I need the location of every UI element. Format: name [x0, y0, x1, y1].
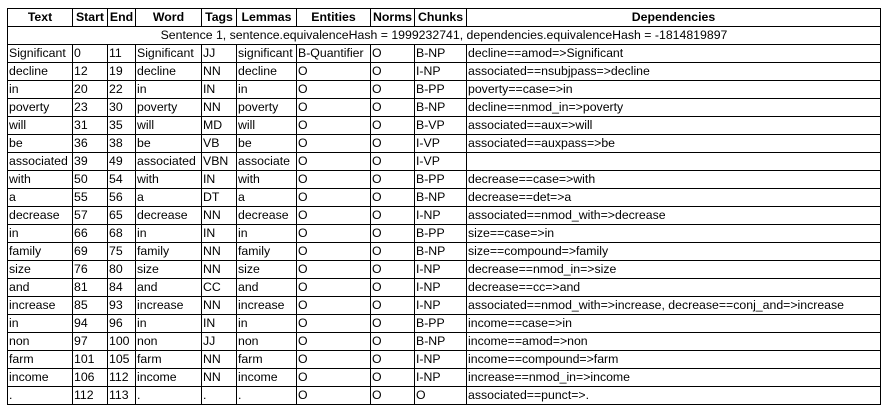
cell-text: will	[8, 117, 73, 135]
column-header-dependencies: Dependencies	[467, 9, 881, 27]
cell-start: 50	[73, 171, 108, 189]
table-row	[8, 189, 881, 207]
cell-start: 36	[73, 135, 108, 153]
cell-word: in	[136, 315, 202, 333]
cell-word: increase	[136, 297, 202, 315]
table-row	[8, 63, 881, 81]
cell-dependencies: size==compound=>family	[467, 243, 881, 261]
cell-norm: O	[371, 387, 415, 405]
cell-start: 94	[73, 315, 108, 333]
cell-entity: O	[297, 117, 371, 135]
cell-norm: O	[371, 153, 415, 171]
cell-tag: IN	[202, 171, 237, 189]
cell-entity: O	[297, 387, 371, 405]
cell-lemma: a	[237, 189, 297, 207]
cell-tag: VB	[202, 135, 237, 153]
cell-end: 75	[108, 243, 136, 261]
cell-lemma: poverty	[237, 99, 297, 117]
cell-norm: O	[371, 351, 415, 369]
cell-start: 57	[73, 207, 108, 225]
cell-dependencies: decline==nmod_in=>poverty	[467, 99, 881, 117]
cell-tag: DT	[202, 189, 237, 207]
cell-chunk: I-VP	[415, 135, 467, 153]
cell-chunk: B-NP	[415, 333, 467, 351]
cell-start: 12	[73, 63, 108, 81]
cell-dependencies: associated==nmod_with=>decrease	[467, 207, 881, 225]
cell-lemma: be	[237, 135, 297, 153]
cell-chunk: I-NP	[415, 351, 467, 369]
cell-chunk: B-PP	[415, 81, 467, 99]
cell-norm: O	[371, 45, 415, 63]
cell-start: 31	[73, 117, 108, 135]
cell-end: 35	[108, 117, 136, 135]
cell-entity: O	[297, 351, 371, 369]
cell-dependencies: associated==nsubjpass=>decline	[467, 63, 881, 81]
cell-norm: O	[371, 297, 415, 315]
cell-word: income	[136, 369, 202, 387]
cell-entity: O	[297, 99, 371, 117]
cell-text: with	[8, 171, 73, 189]
cell-norm: O	[371, 117, 415, 135]
cell-start: 81	[73, 279, 108, 297]
cell-entity: O	[297, 333, 371, 351]
cell-tag: NN	[202, 369, 237, 387]
cell-end: 38	[108, 135, 136, 153]
cell-end: 49	[108, 153, 136, 171]
cell-norm: O	[371, 81, 415, 99]
cell-lemma: and	[237, 279, 297, 297]
cell-tag: MD	[202, 117, 237, 135]
cell-end: 30	[108, 99, 136, 117]
cell-chunk: B-PP	[415, 225, 467, 243]
cell-norm: O	[371, 261, 415, 279]
cell-entity: O	[297, 63, 371, 81]
cell-dependencies: associated==auxpass=>be	[467, 135, 881, 153]
cell-end: 84	[108, 279, 136, 297]
table-row	[8, 333, 881, 351]
cell-chunk: B-PP	[415, 315, 467, 333]
cell-lemma: in	[237, 225, 297, 243]
cell-end: 80	[108, 261, 136, 279]
cell-text: family	[8, 243, 73, 261]
cell-entity: O	[297, 207, 371, 225]
cell-start: 76	[73, 261, 108, 279]
cell-word: will	[136, 117, 202, 135]
table-row	[8, 279, 881, 297]
column-header-lemmas: Lemmas	[237, 9, 297, 27]
cell-chunk: B-NP	[415, 189, 467, 207]
cell-word: farm	[136, 351, 202, 369]
cell-word: decrease	[136, 207, 202, 225]
nlp-annotation-table-container	[7, 8, 880, 405]
cell-dependencies: decrease==case=>with	[467, 171, 881, 189]
cell-entity: O	[297, 315, 371, 333]
cell-end: 100	[108, 333, 136, 351]
cell-tag: NN	[202, 261, 237, 279]
cell-text: non	[8, 333, 73, 351]
cell-tag: JJ	[202, 45, 237, 63]
cell-tag: IN	[202, 225, 237, 243]
cell-end: 113	[108, 387, 136, 405]
cell-norm: O	[371, 279, 415, 297]
cell-norm: O	[371, 99, 415, 117]
cell-tag: NN	[202, 99, 237, 117]
cell-lemma: in	[237, 315, 297, 333]
cell-end: 19	[108, 63, 136, 81]
cell-tag: NN	[202, 351, 237, 369]
cell-text: associated	[8, 153, 73, 171]
cell-word: size	[136, 261, 202, 279]
cell-start: 106	[73, 369, 108, 387]
cell-word: non	[136, 333, 202, 351]
cell-lemma: decline	[237, 63, 297, 81]
cell-chunk: I-NP	[415, 207, 467, 225]
cell-text: in	[8, 225, 73, 243]
cell-end: 112	[108, 369, 136, 387]
column-header-word: Word	[136, 9, 202, 27]
table-row	[8, 225, 881, 243]
cell-tag: IN	[202, 81, 237, 99]
cell-chunk: I-NP	[415, 297, 467, 315]
cell-dependencies: associated==aux=>will	[467, 117, 881, 135]
cell-chunk: I-NP	[415, 261, 467, 279]
cell-chunk: B-NP	[415, 45, 467, 63]
cell-tag: CC	[202, 279, 237, 297]
cell-lemma: farm	[237, 351, 297, 369]
cell-start: 20	[73, 81, 108, 99]
cell-start: 23	[73, 99, 108, 117]
cell-chunk: I-NP	[415, 279, 467, 297]
cell-word: associated	[136, 153, 202, 171]
cell-norm: O	[371, 171, 415, 189]
cell-entity: O	[297, 369, 371, 387]
cell-start: 55	[73, 189, 108, 207]
cell-start: 39	[73, 153, 108, 171]
cell-word: family	[136, 243, 202, 261]
cell-entity: O	[297, 297, 371, 315]
cell-lemma: with	[237, 171, 297, 189]
cell-tag: .	[202, 387, 237, 405]
cell-end: 105	[108, 351, 136, 369]
cell-text: poverty	[8, 99, 73, 117]
cell-dependencies: income==amod=>non	[467, 333, 881, 351]
table-row	[8, 369, 881, 387]
cell-dependencies: decrease==cc=>and	[467, 279, 881, 297]
cell-tag: VBN	[202, 153, 237, 171]
cell-text: farm	[8, 351, 73, 369]
table-row	[8, 117, 881, 135]
cell-start: 112	[73, 387, 108, 405]
cell-start: 101	[73, 351, 108, 369]
cell-text: decrease	[8, 207, 73, 225]
cell-chunk: O	[415, 387, 467, 405]
cell-start: 85	[73, 297, 108, 315]
table-row	[8, 99, 881, 117]
cell-end: 96	[108, 315, 136, 333]
cell-dependencies: income==case=>in	[467, 315, 881, 333]
cell-lemma: non	[237, 333, 297, 351]
cell-text: .	[8, 387, 73, 405]
table-row	[8, 207, 881, 225]
column-header-chunks: Chunks	[415, 9, 467, 27]
cell-entity: O	[297, 243, 371, 261]
table-row	[8, 81, 881, 99]
table-row	[8, 297, 881, 315]
cell-word: be	[136, 135, 202, 153]
cell-end: 68	[108, 225, 136, 243]
cell-word: and	[136, 279, 202, 297]
cell-lemma: .	[237, 387, 297, 405]
cell-norm: O	[371, 207, 415, 225]
cell-end: 56	[108, 189, 136, 207]
cell-norm: O	[371, 135, 415, 153]
table-row	[8, 351, 881, 369]
cell-word: decline	[136, 63, 202, 81]
cell-dependencies	[467, 153, 881, 171]
cell-end: 11	[108, 45, 136, 63]
cell-lemma: will	[237, 117, 297, 135]
column-header-entities: Entities	[297, 9, 371, 27]
cell-dependencies: increase==nmod_in=>income	[467, 369, 881, 387]
cell-start: 0	[73, 45, 108, 63]
sentence-header: Sentence 1, sentence.equivalenceHash = 1999232741, dependencies.equivalenceHash = -1814819897	[8, 27, 881, 45]
cell-lemma: associate	[237, 153, 297, 171]
cell-entity: O	[297, 279, 371, 297]
sentence-header-row	[8, 27, 881, 45]
cell-tag: NN	[202, 297, 237, 315]
table-row	[8, 243, 881, 261]
cell-text: in	[8, 315, 73, 333]
cell-dependencies: decrease==nmod_in=>size	[467, 261, 881, 279]
column-header-end: End	[108, 9, 136, 27]
cell-text: size	[8, 261, 73, 279]
cell-lemma: increase	[237, 297, 297, 315]
table-row	[8, 153, 881, 171]
cell-entity: O	[297, 261, 371, 279]
cell-word: in	[136, 225, 202, 243]
cell-lemma: decrease	[237, 207, 297, 225]
cell-text: and	[8, 279, 73, 297]
header-row	[8, 9, 881, 27]
cell-norm: O	[371, 189, 415, 207]
column-header-start: Start	[73, 9, 108, 27]
cell-entity: O	[297, 189, 371, 207]
cell-word: Significant	[136, 45, 202, 63]
cell-tag: NN	[202, 207, 237, 225]
cell-entity: O	[297, 171, 371, 189]
cell-lemma: in	[237, 81, 297, 99]
cell-lemma: family	[237, 243, 297, 261]
cell-chunk: B-VP	[415, 117, 467, 135]
cell-word: a	[136, 189, 202, 207]
cell-chunk: I-NP	[415, 369, 467, 387]
cell-dependencies: poverty==case=>in	[467, 81, 881, 99]
column-header-tags: Tags	[202, 9, 237, 27]
cell-chunk: B-PP	[415, 171, 467, 189]
cell-norm: O	[371, 243, 415, 261]
cell-entity: O	[297, 153, 371, 171]
cell-text: a	[8, 189, 73, 207]
column-header-text: Text	[8, 9, 73, 27]
nlp-annotation-table	[7, 8, 881, 405]
cell-start: 97	[73, 333, 108, 351]
cell-norm: O	[371, 63, 415, 81]
cell-lemma: income	[237, 369, 297, 387]
table-row	[8, 261, 881, 279]
cell-chunk: I-NP	[415, 63, 467, 81]
table-row	[8, 135, 881, 153]
cell-word: poverty	[136, 99, 202, 117]
cell-word: in	[136, 81, 202, 99]
cell-text: income	[8, 369, 73, 387]
cell-chunk: I-VP	[415, 153, 467, 171]
cell-dependencies: associated==nmod_with=>increase, decrease==conj_and=>increase	[467, 297, 881, 315]
cell-text: decline	[8, 63, 73, 81]
table-body	[8, 27, 881, 405]
cell-entity: B-Quantifier	[297, 45, 371, 63]
cell-lemma: size	[237, 261, 297, 279]
cell-entity: O	[297, 225, 371, 243]
cell-end: 22	[108, 81, 136, 99]
cell-lemma: significant	[237, 45, 297, 63]
cell-norm: O	[371, 369, 415, 387]
cell-word: with	[136, 171, 202, 189]
cell-dependencies: associated==punct=>.	[467, 387, 881, 405]
cell-dependencies: income==compound=>farm	[467, 351, 881, 369]
cell-tag: IN	[202, 315, 237, 333]
cell-tag: NN	[202, 243, 237, 261]
cell-dependencies: decrease==det=>a	[467, 189, 881, 207]
cell-end: 93	[108, 297, 136, 315]
cell-text: increase	[8, 297, 73, 315]
cell-chunk: B-NP	[415, 99, 467, 117]
cell-tag: JJ	[202, 333, 237, 351]
column-header-norms: Norms	[371, 9, 415, 27]
cell-norm: O	[371, 225, 415, 243]
cell-chunk: B-NP	[415, 243, 467, 261]
table-row	[8, 171, 881, 189]
cell-tag: NN	[202, 63, 237, 81]
cell-dependencies: decline==amod=>Significant	[467, 45, 881, 63]
cell-word: .	[136, 387, 202, 405]
cell-text: be	[8, 135, 73, 153]
table-row	[8, 315, 881, 333]
cell-end: 54	[108, 171, 136, 189]
cell-end: 65	[108, 207, 136, 225]
cell-entity: O	[297, 135, 371, 153]
cell-text: in	[8, 81, 73, 99]
cell-dependencies: size==case=>in	[467, 225, 881, 243]
cell-start: 66	[73, 225, 108, 243]
cell-norm: O	[371, 315, 415, 333]
cell-text: Significant	[8, 45, 73, 63]
cell-start: 69	[73, 243, 108, 261]
cell-entity: O	[297, 81, 371, 99]
table-row	[8, 387, 881, 405]
table-row	[8, 45, 881, 63]
cell-norm: O	[371, 333, 415, 351]
